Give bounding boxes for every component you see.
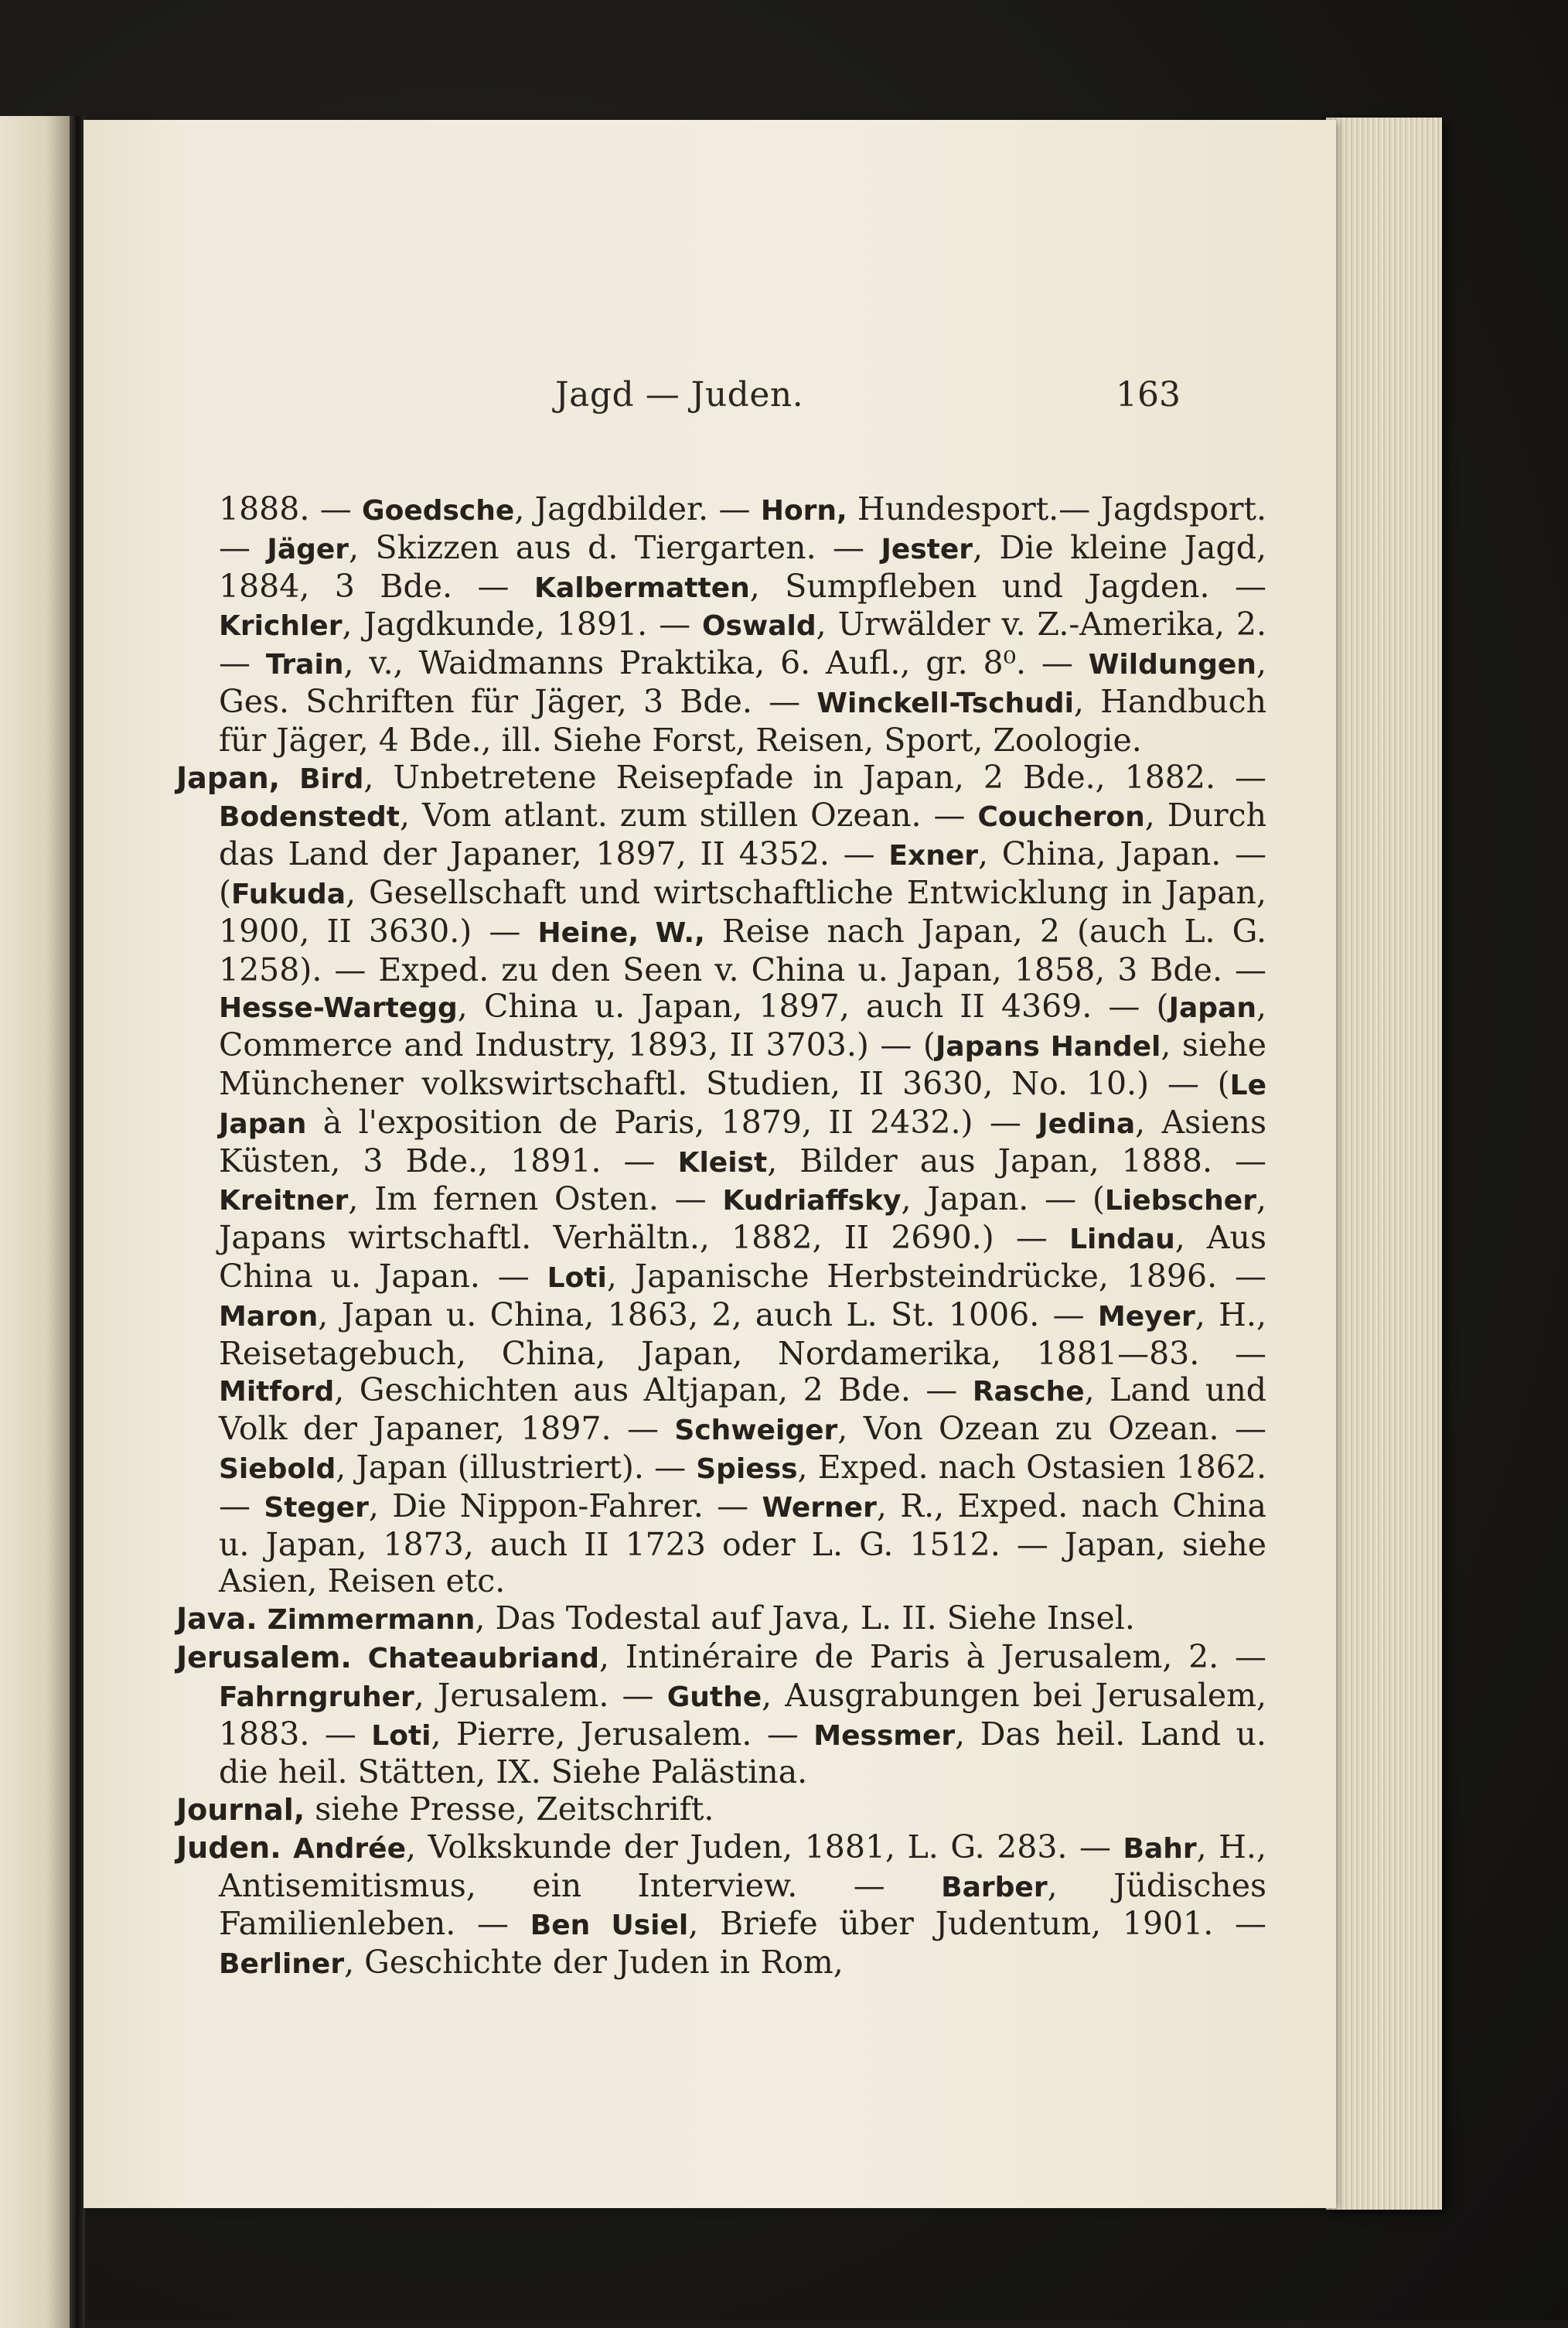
author-name: Jäger [267, 533, 349, 565]
page-number: 163 [1116, 375, 1181, 415]
author-name: Barber [941, 1871, 1048, 1903]
author-name: Kalbermatten [534, 572, 750, 604]
running-title: Jagd — Juden. [555, 375, 804, 415]
author-name: Siebold [219, 1452, 336, 1485]
author-name: Jedina [1038, 1108, 1136, 1140]
book-page [84, 120, 1336, 2208]
author-name: Japans Handel [935, 1031, 1161, 1063]
author-name: Steger [264, 1491, 369, 1524]
author-name: Bahr [1123, 1832, 1197, 1865]
page-block-edges [1326, 118, 1442, 2210]
author-name: Horn, [760, 495, 847, 527]
author-name: Mitford [219, 1376, 335, 1408]
author-name: Spiess [696, 1452, 798, 1485]
author-name: Goedsche [362, 495, 515, 527]
author-name: Oswald [701, 610, 816, 643]
author-name: Kleist [677, 1146, 768, 1179]
entry-java: Java. Zimmermann, Das Todestal auf Java, L. II. Siehe Insel. [176, 1599, 1135, 1637]
author-name: Bird [299, 763, 364, 795]
headword: Java. [176, 1602, 257, 1637]
author-name: Krichler [219, 610, 343, 643]
author-name: Lindau [1069, 1224, 1175, 1256]
left-page-edge [0, 116, 77, 2328]
author-name: Rasche [972, 1376, 1085, 1408]
author-name: Hesse-Wartegg [219, 992, 458, 1025]
author-name: Ben Usiel [530, 1910, 689, 1942]
book-gutter [70, 116, 85, 2328]
running-header [84, 375, 1336, 422]
author-name: Kreitner [219, 1185, 349, 1217]
author-name: Berliner [219, 1948, 345, 1981]
author-name: Loti [371, 1719, 431, 1752]
entry-japan: Japan, Bird, Unbetretene Reisepfade in Japan, 2 Bde., 1882. — Bodenstedt, Vom atlant. zum stillen Ozean. — Coucheron, Durch das Land der Japaner, 1897, II 4352. — Exner, China, Japan. — (Fukuda, Gesellschaft und wirtschaftliche Entwicklung in Japan, 1900, II 3630.) — Heine, W., Reise nach Japan, 2 (auch L. G. 1258). — Exped. zu den Seen v. China u. Japan, 1858, 3 Bde. — Hesse-Wartegg, China u. Japan, 1897, auch II 4369. — (Japan, Commerce and Industry, 1893, II 3703.) — (Japans Handel, siehe Münchener volkswirtschaftl. Studien, II 3630, No. 10.) — (Le Japan à l'exposition de Paris, 1879, II 2432.) — Jedina, Asiens Küsten, 3 Bde., 1891. — Kleist, Bilder aus Japan, 1888. — Kreitner, Im fernen Osten. — Kudriaffsky, Japan. — (Liebscher, Japans wirtschaftl. Verhältn., 1882, II 2690.) — Lindau, Aus China u. Japan. — Loti, Japanische Herbsteindrücke, 1896. — Maron, Japan u. China, 1863, 2, auch L. St. 1006. — Meyer, H., Reisetagebuch, China, Japan, Nordamerika, 1881—83. — Mitford, Geschichten aus Altjapan, 2 Bde. — Rasche, Land und Volk der Japaner, 1897. — Schweiger, Von Ozean zu Ozean. — Siebold, Japan (illustriert). — Spiess, Exped. nach Ostasien 1862. — Steger, Die Nippon-Fahrer. — Werner, R., Exped. nach China u. Japan, 1873, auch II 1723 oder L. G. 1512. — Japan, siehe Asien, Reisen etc. [176, 758, 1267, 1600]
entry-juden: Juden. Andrée, Volkskunde der Juden, 1881, L. G. 283. — Bahr, H., Antisemitismus, ein Interview. — Barber, Jüdisches Familienleben. — Ben Usiel, Briefe über Judentum, 1901. — Berliner, Geschichte der Juden in Rom, [176, 1828, 1266, 1982]
author-name: Coucheron [977, 801, 1145, 834]
author-name: Maron [219, 1300, 319, 1333]
author-name: Messmer [813, 1719, 956, 1752]
entry-jagd-continued: 1888. — Goedsche, Jagdbilder. — Horn, Hundesport.— Jagdsport. — Jäger, Skizzen aus d. Tiergarten. — Jester, Die kleine Jagd, 1884, 3 Bde. — Kalbermatten, Sumpfleben und Jagden. — Krichler, Jagdkunde, 1891. — Oswald, Urwälder v. Z.-Amerika, 2. — Train, v., Waidmanns Praktika, 6. Aufl., gr. 8⁰. — Wildungen, Ges. Schriften für Jäger, 3 Bde. — Winckell-Tschudi, Handbuch für Jäger, 4 Bde., ill. Siehe Forst, Reisen, Sport, Zoologie. [219, 490, 1267, 759]
author-name: Schweiger [674, 1415, 838, 1447]
author-name: Zimmermann [267, 1604, 476, 1637]
entry-jerusalem: Jerusalem. Chateaubriand, Intinéraire de Paris à Jerusalem, 2. — Fahrngruher, Jerusalem. — Guthe, Ausgrabungen bei Jerusalem, 1883. — Loti, Pierre, Jerusalem. — Messmer, Das heil. Land u. die heil. Stätten, IX. Siehe Palästina. [176, 1637, 1266, 1791]
author-name: Fukuda [231, 878, 346, 910]
author-name: Fahrngruher [219, 1681, 414, 1713]
author-name: Liebscher [1104, 1185, 1256, 1217]
author-name: Guthe [666, 1681, 762, 1713]
author-name: Le Japan [219, 1069, 1266, 1140]
author-name: Jester [881, 533, 973, 565]
author-name: Werner [762, 1491, 877, 1524]
entry-journal: Journal, siehe Presse, Zeitschrift. [176, 1790, 714, 1828]
headword: Jerusalem. [176, 1640, 352, 1674]
author-name: Bodenstedt [219, 801, 401, 834]
author-name: Meyer [1097, 1300, 1195, 1333]
author-name: Kudriaffsky [722, 1185, 902, 1217]
author-name: Chateaubriand [367, 1642, 600, 1674]
author-name: Winckell-Tschudi [816, 687, 1074, 719]
author-name: Train [265, 649, 344, 681]
headword: Journal, [176, 1793, 305, 1828]
index-text [176, 491, 1266, 1983]
author-name: Wildungen [1088, 649, 1256, 681]
headword: Japan, [176, 760, 281, 795]
author-name: Loti [547, 1261, 607, 1294]
author-name: Andrée [293, 1832, 407, 1865]
author-name: Exner [888, 840, 979, 872]
headword: Juden. [176, 1830, 281, 1865]
author-name: Heine, W., [537, 917, 705, 949]
author-name: Japan [1168, 992, 1256, 1025]
